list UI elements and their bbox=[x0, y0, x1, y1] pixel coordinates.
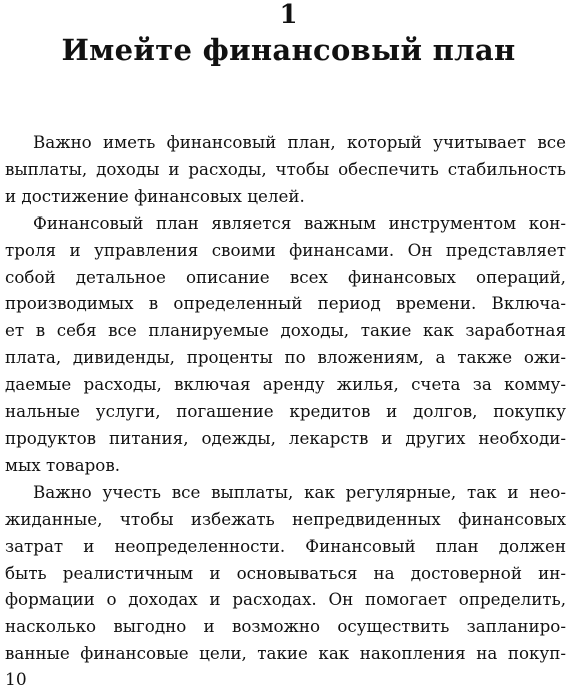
text-line: быть реалистичным и основываться на достоверной ин- bbox=[5, 562, 566, 583]
text-line: даемые расходы, включая аренду жилья, счета за комму- bbox=[5, 374, 566, 395]
text-line: Важно иметь финансовый план, который учитывает все bbox=[33, 132, 566, 152]
text-line: ванные финансовые цели, такие как накопления на покуп- bbox=[5, 643, 566, 664]
text-line: жиданные, чтобы избежать непредвиденных финансовых bbox=[5, 508, 566, 529]
text-line: мых товаров. bbox=[5, 454, 121, 475]
chapter-title: Имейте финансовый план bbox=[61, 33, 516, 67]
paragraph-1 bbox=[5, 129, 566, 210]
paragraph-2 bbox=[5, 210, 566, 479]
text-line: производимых в определенный период времени. Включа- bbox=[5, 293, 566, 314]
body-text bbox=[5, 129, 566, 667]
text-line: выплаты, доходы и расходы, чтобы обеспечить стабильность bbox=[5, 158, 566, 179]
text-line: и достижение финансовых целей. bbox=[5, 185, 305, 206]
text-line: продуктов питания, одежды, лекарств и других необходи- bbox=[5, 427, 566, 448]
text-line: ет в себя все планируемые доходы, такие как заработная bbox=[5, 320, 566, 341]
text-line: нальные услуги, погашение кредитов и долгов, покупку bbox=[5, 401, 566, 422]
text-line: собой детальное описание всех финансовых операций, bbox=[5, 266, 566, 287]
text-line: насколько выгодно и возможно осуществить запланиро- bbox=[5, 616, 566, 637]
text-line: формации о доходах и расходах. Он помогает определить, bbox=[5, 589, 566, 610]
paragraph-3 bbox=[5, 479, 566, 667]
chapter-number: 1 bbox=[279, 0, 298, 30]
text-line: Финансовый план является важным инструментом кон- bbox=[33, 212, 566, 233]
page-number: 10 bbox=[5, 670, 27, 690]
text-line: Важно учесть все выплаты, как регулярные, так и нео- bbox=[33, 481, 566, 502]
text-line: троля и управления своими финансами. Он представляет bbox=[5, 239, 566, 260]
text-line: затрат и неопределенности. Финансовый план должен bbox=[5, 535, 566, 556]
text-line: плата, дивиденды, проценты по вложениям, а также ожи- bbox=[5, 347, 566, 368]
